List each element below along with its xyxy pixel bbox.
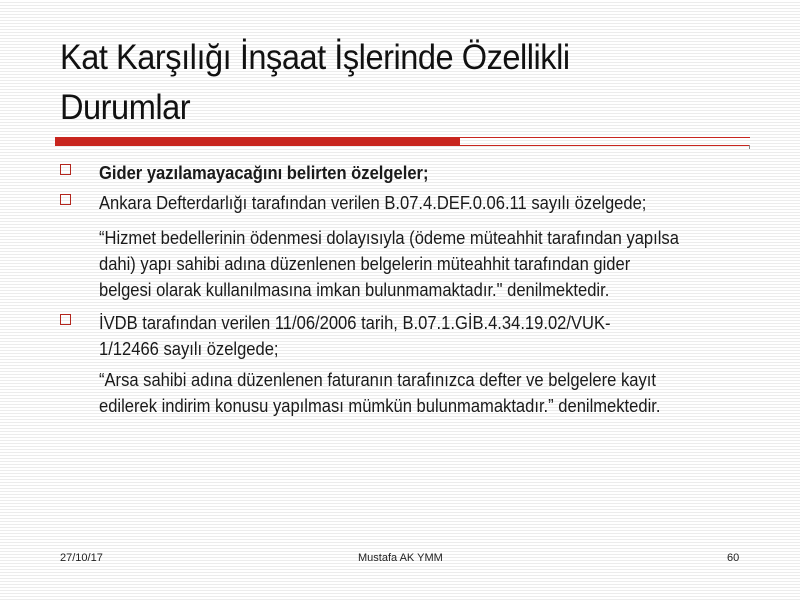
quote-1-line-3: belgesi olarak kullanılmasına imkan bulunmamaktadır." denilmektedir. [99,280,610,300]
quote-2-line-2: edilerek indirim konusu yapılması mümkün bulunmamaktadır.” denilmektedir. [99,396,661,416]
quote-1-line-1: “Hizmet bedellerinin ödenmesi dolayısıyla (ödeme müteahhit tarafından yapılsa [99,228,679,248]
footer-page-number: 60 [727,552,740,564]
slide-title [60,33,711,133]
bullet-item-3-line-2: 1/12466 sayılı özelgede; [99,339,279,359]
title-divider-thick [55,138,460,146]
square-bullet-icon [60,194,71,205]
title-divider-tail [460,145,750,146]
footer-author: Mustafa AK YMM [358,552,443,564]
bullet-item-3-line-1: İVDB tarafından verilen 11/06/2006 tarih, B.07.1.GİB.4.34.19.02/VUK- [99,313,611,333]
footer-date: 27/10/17 [60,552,103,564]
square-bullet-icon [60,314,71,325]
slide-title-line-2: Durumlar [60,88,191,127]
bullet-item-1: Gider yazılamayacağını belirten özelgeler; [99,163,429,183]
square-bullet-icon [60,164,71,175]
slide-title-line-1: Kat Karşılığı İnşaat İşlerinde Özellikli [60,38,570,77]
divider-end-mark [749,145,750,149]
bullet-item-2: Ankara Defterdarlığı tarafından verilen B.07.4.DEF.0.06.11 sayılı özelgede; [99,193,647,213]
quote-1-line-2: dahi) yapı sahibi adına düzenlenen belgelerin müteahhit tarafından gider [99,254,631,274]
quote-2-line-1: “Arsa sahibi adına düzenlenen faturanın tarafınızca defter ve belgelere kayıt [99,370,656,390]
